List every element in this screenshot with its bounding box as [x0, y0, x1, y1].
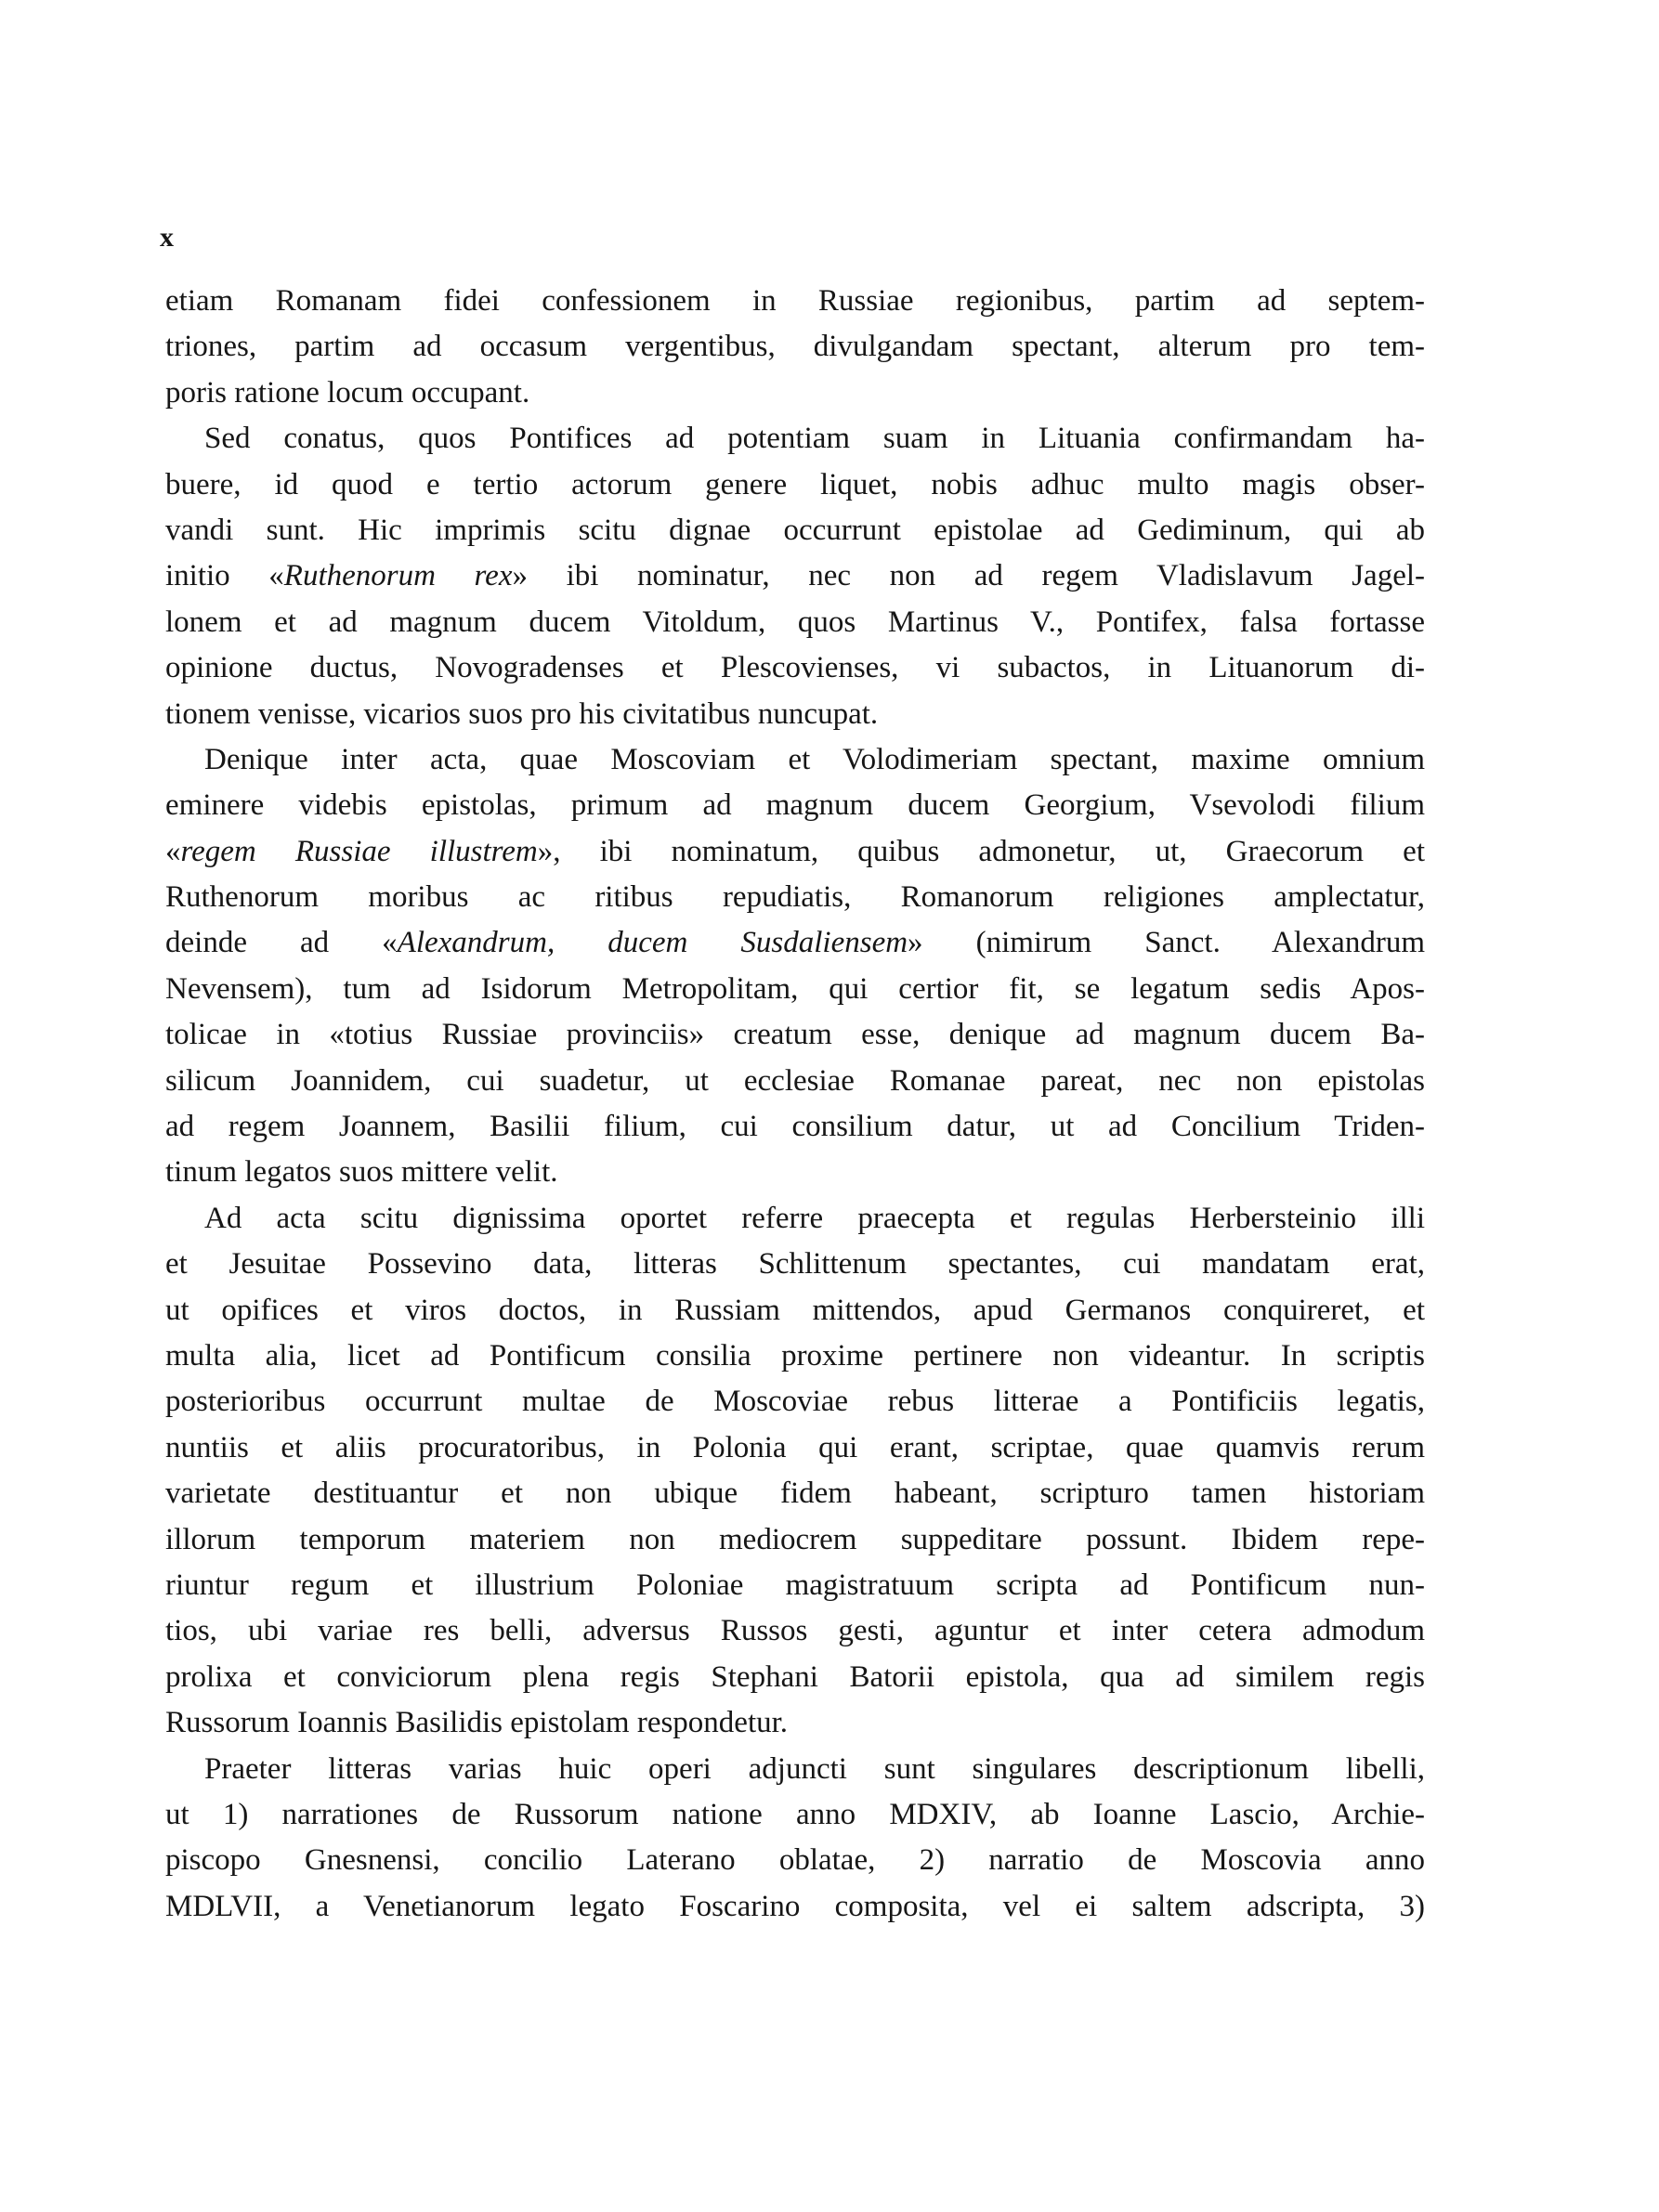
paragraph	[165, 416, 1425, 737]
italic-phrase: regem Russiae illustrem	[180, 834, 538, 868]
text-line: Russorum Ioannis Basilidis epistolam respondetur.	[165, 1706, 789, 1740]
text-line: Ruthenorum moribus ac ritibus repudiatis, Romanorum religiones amplectatur,	[165, 880, 1425, 915]
text-line	[165, 553, 1425, 599]
text-line: prolixa et conviciorum plena regis Stephani Batorii epistola, qua ad similem regis	[165, 1659, 1425, 1694]
text-line: eminere videbis epistolas, primum ad magnum ducem Georgium, Vsevolodi filium	[165, 788, 1425, 823]
text-line: riuntur regum et illustrium Poloniae magistratuum scripta ad Pontificum nun-	[165, 1568, 1425, 1602]
text-line: nuntiis et aliis procuratoribus, in Polonia qui erant, scriptae, quae quamvis rerum	[165, 1430, 1425, 1464]
text-line: etiam Romanam fidei confessionem in Russiae regionibus, partim ad septem-	[165, 284, 1425, 318]
text-line: tios, ubi variae res belli, adversus Russos gesti, aguntur et inter cetera admodum	[165, 1614, 1425, 1648]
text-segment: » ibi nominatur, nec non ad regem Vladislavum Jagel-	[512, 559, 1425, 593]
text-line: opinione ductus, Novogradenses et Plescovienses, vi subactos, in Lituanorum di-	[165, 651, 1425, 685]
italic-phrase: Alexandrum, ducem Susdaliensem	[397, 926, 908, 960]
text-line: Sed conatus, quos Pontifices ad potentiam suam in Lituania confirmandam ha-	[204, 422, 1425, 456]
paragraph	[165, 279, 1425, 416]
text-line: piscopo Gnesnensi, concilio Laterano oblatae, 2) narratio de Moscovia anno	[165, 1843, 1425, 1878]
body-text	[165, 279, 1425, 1930]
text-segment: initio «	[165, 559, 284, 593]
text-line: et Jesuitae Possevino data, litteras Schlittenum spectantes, cui mandatam erat,	[165, 1247, 1425, 1282]
text-line: posterioribus occurrunt multae de Moscoviae rebus litterae a Pontificiis legatis,	[165, 1385, 1425, 1419]
text-line: tolicae in «totius Russiae provinciis» creatum esse, denique ad magnum ducem Ba-	[165, 1018, 1425, 1052]
italic-phrase: Ruthenorum rex	[283, 559, 513, 593]
text-line: ut opifices et viros doctos, in Russiam mittendos, apud Germanos conquireret, et	[165, 1293, 1425, 1327]
text-line: silicum Joannidem, cui suadetur, ut ecclesiae Romanae pareat, nec non epistolas	[165, 1063, 1425, 1098]
text-line: Ad acta scitu dignissima oportet referre praecepta et regulas Herbersteinio illi	[204, 1201, 1425, 1235]
text-line: Denique inter acta, quae Moscoviam et Volodimeriam spectant, maxime omnium	[204, 742, 1425, 776]
text-line: MDLVII, a Venetianorum legato Foscarino composita, vel ei saltem adscripta, 3)	[165, 1889, 1425, 1923]
text-line	[165, 829, 1425, 875]
text-segment: » (nimirum Sanct. Alexandrum	[908, 926, 1425, 960]
text-line: lonem et ad magnum ducem Vitoldum, quos Martinus V., Pontifex, falsa fortasse	[165, 605, 1425, 639]
text-segment: «	[165, 834, 181, 868]
text-line: varietate destituantur et non ubique fidem habeant, scripturo tamen historiam	[165, 1477, 1425, 1511]
text-line: vandi sunt. Hic imprimis scitu dignae occurrunt epistolae ad Gediminum, qui ab	[165, 513, 1425, 547]
text-segment: », ibi nominatum, quibus admonetur, ut, Graecorum et	[537, 834, 1425, 868]
text-line: poris ratione locum occupant.	[165, 375, 530, 410]
text-line: ut 1) narrationes de Russorum natione anno MDXIV, ab Ioanne Lascio, Archie-	[165, 1797, 1425, 1831]
text-line: triones, partim ad occasum vergentibus, divulgandam spectant, alterum pro tem-	[165, 330, 1425, 364]
text-line: ad regem Joannem, Basilii filium, cui consilium datur, ut ad Concilium Triden-	[165, 1110, 1425, 1144]
paragraph	[165, 737, 1425, 1196]
text-segment: deinde ad «	[165, 926, 398, 960]
paragraph	[165, 1196, 1425, 1747]
text-line: illorum temporum materiem non mediocrem suppeditare possunt. Ibidem repe-	[165, 1522, 1425, 1556]
page-number: x	[160, 222, 174, 253]
text-line: tinum legatos suos mittere velit.	[165, 1155, 558, 1190]
text-line: Praeter litteras varias huic operi adjuncti sunt singulares descriptionum libelli,	[204, 1751, 1425, 1786]
text-line	[165, 920, 1425, 966]
text-line: multa alia, licet ad Pontificum consilia proxime pertinere non videantur. In scriptis	[165, 1338, 1425, 1373]
text-line: tionem venisse, vicarios suos pro his civitatibus nuncupat.	[165, 696, 879, 731]
paragraph	[165, 1747, 1425, 1931]
text-line: Nevensem), tum ad Isidorum Metropolitam, qui certior fit, se legatum sedis Apos-	[165, 971, 1425, 1006]
text-line: buere, id quod e tertio actorum genere liquet, nobis adhuc multo magis obser-	[165, 467, 1425, 501]
